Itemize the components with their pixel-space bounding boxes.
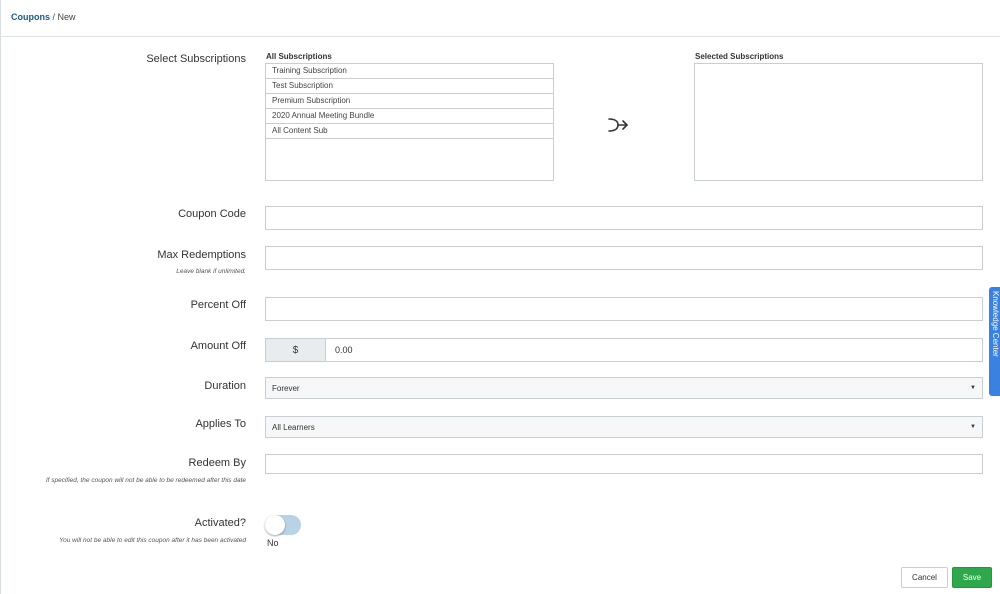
coupon-code-label: Coupon Code xyxy=(178,208,246,220)
subscription-item[interactable]: Premium Subscription xyxy=(266,94,553,109)
header-divider xyxy=(1,36,1000,37)
currency-addon: $ xyxy=(266,339,326,361)
duration-selected-value: Forever xyxy=(272,383,300,393)
cancel-button[interactable]: Cancel xyxy=(901,567,948,588)
caret-down-icon: ▼ xyxy=(970,385,976,391)
max-redemptions-input[interactable] xyxy=(266,247,982,269)
select-subscriptions-label: Select Subscriptions xyxy=(146,53,246,65)
subscription-item[interactable]: 2020 Annual Meeting Bundle xyxy=(266,109,553,124)
redeem-by-field[interactable] xyxy=(265,454,983,474)
max-redemptions-hint: Leave blank if unlimited. xyxy=(176,268,246,275)
toggle-knob xyxy=(265,515,285,535)
activated-hint: You will not be able to edit this coupon after it has been activated xyxy=(59,537,246,544)
amount-off-input[interactable] xyxy=(326,339,982,361)
knowledge-center-tab[interactable] xyxy=(989,287,1000,396)
coupon-code-input[interactable] xyxy=(266,207,982,229)
breadcrumb-coupons-link[interactable]: Coupons xyxy=(11,12,50,22)
save-button[interactable]: Save xyxy=(952,567,992,588)
redeem-by-label: Redeem By xyxy=(188,457,246,469)
subscription-item[interactable]: Training Subscription xyxy=(266,64,553,79)
duration-select[interactable] xyxy=(265,377,983,399)
percent-off-field[interactable] xyxy=(265,297,983,321)
duration-label: Duration xyxy=(204,380,246,392)
redeem-by-hint: If specified, the coupon will not be able to be redeemed after this date xyxy=(45,477,246,484)
transfer-arrow-icon[interactable] xyxy=(607,115,629,135)
activated-toggle[interactable] xyxy=(265,515,301,535)
coupon-code-field[interactable] xyxy=(265,206,983,230)
caret-down-icon: ▼ xyxy=(970,424,976,430)
applies-to-label: Applies To xyxy=(195,418,246,430)
selected-subscriptions-title: Selected Subscriptions xyxy=(695,52,784,61)
all-subscriptions-list[interactable] xyxy=(265,63,554,181)
amount-off-label: Amount Off xyxy=(190,340,246,352)
all-subscriptions-title: All Subscriptions xyxy=(266,52,332,61)
breadcrumb xyxy=(11,12,76,22)
applies-to-select[interactable] xyxy=(265,416,983,438)
percent-off-input[interactable] xyxy=(266,298,982,320)
subscription-item[interactable]: All Content Sub xyxy=(266,124,553,139)
breadcrumb-current: New xyxy=(57,12,76,22)
subscription-item[interactable]: Test Subscription xyxy=(266,79,553,94)
knowledge-center-tab-label: Knowledge Center xyxy=(991,291,1000,357)
max-redemptions-field[interactable] xyxy=(265,246,983,270)
activated-state-text: No xyxy=(267,538,279,548)
redeem-by-input[interactable] xyxy=(266,456,982,474)
applies-to-selected-value: All Learners xyxy=(272,422,315,432)
amount-off-field[interactable] xyxy=(265,338,983,362)
max-redemptions-label: Max Redemptions xyxy=(157,249,246,261)
selected-subscriptions-list[interactable] xyxy=(694,63,983,181)
percent-off-label: Percent Off xyxy=(190,299,246,311)
breadcrumb-separator: / xyxy=(50,12,58,22)
activated-label: Activated? xyxy=(194,517,246,529)
